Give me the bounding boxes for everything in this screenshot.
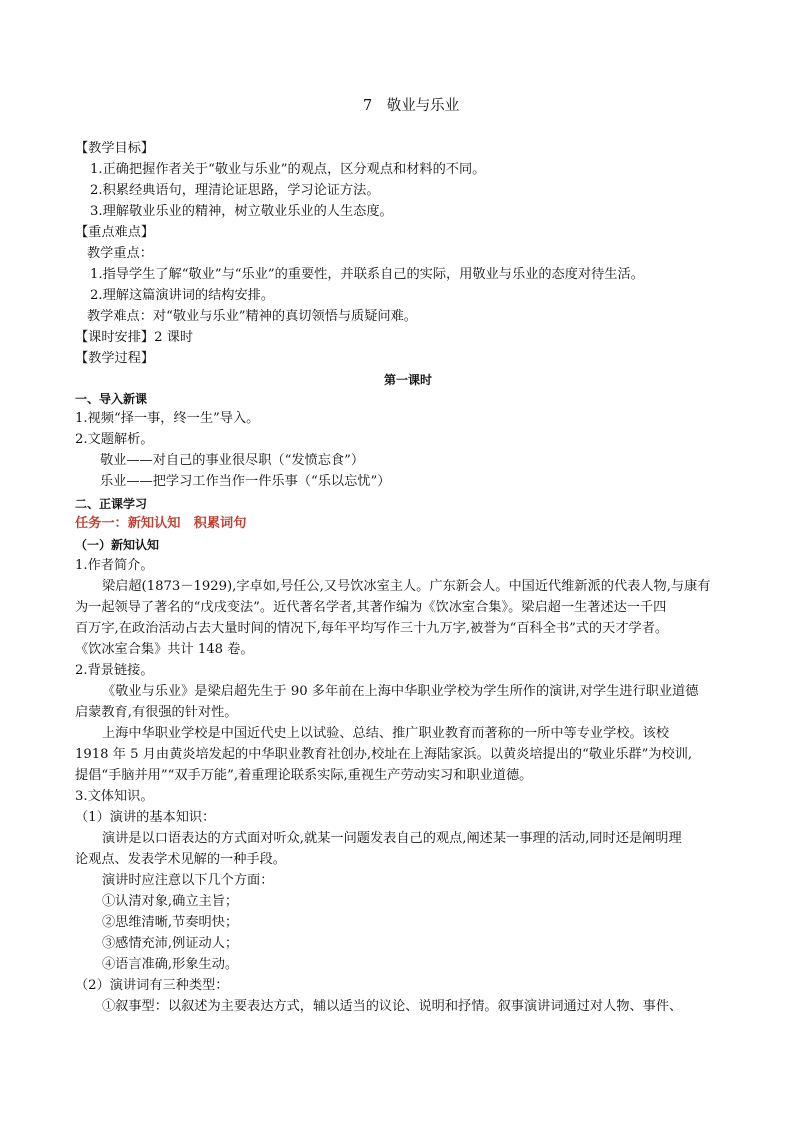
paragraph: 1.视频“择一事，终一生”导入。 bbox=[75, 411, 260, 426]
list-item: ④语言准确,形象生动。 bbox=[102, 957, 239, 972]
paragraph: 演讲时应注意以下几个方面： bbox=[102, 873, 274, 888]
lesson-heading: 第一课时 bbox=[384, 373, 433, 387]
difficult-point: 教学难点：对“敬业与乐业”精神的真切领悟与质疑问难。 bbox=[87, 309, 417, 324]
section-heading-goals: 【教学目标】 bbox=[75, 141, 155, 156]
paragraph: 2.文题解析。 bbox=[75, 432, 154, 447]
paragraph: 为一起领导了著名的“戊戌变法”。近代著名学者,其著作编为《饮冰室合集》。梁启超一生著述达一千四 bbox=[75, 600, 667, 615]
goal-item: 1.正确把握作者关于“敬业与乐业”的观点，区分观点和材料的不同。 bbox=[90, 162, 486, 177]
paragraph: （1）演讲的基本知识： bbox=[75, 810, 216, 825]
section-heading-key: 【重点难点】 bbox=[75, 225, 155, 240]
paragraph: 梁启超(1873－1929),字卓如,号任公,又号饮冰室主人。广东新会人。中国近代维新派的代表人物,与康有 bbox=[102, 579, 711, 594]
document-title: 7 敬业与乐业 bbox=[363, 98, 460, 114]
section-heading-schedule: 【课时安排】2 课时 bbox=[75, 330, 194, 345]
paragraph: ①叙事型：以叙述为主要表达方式，辅以适当的议论、说明和抒情。叙事演讲词通过对人物、事件、 bbox=[102, 999, 683, 1014]
list-item: ③感情充沛,例证动人； bbox=[102, 936, 239, 951]
list-item: ①认清对象,确立主旨； bbox=[102, 894, 239, 909]
part-heading: 二、正课学习 bbox=[75, 497, 148, 511]
goal-item: 2.积累经典语句，理清论证思路，学习论证方法。 bbox=[90, 183, 380, 198]
sub-heading: （一）新知认知 bbox=[75, 538, 160, 552]
paragraph: 1.作者简介。 bbox=[75, 558, 154, 573]
paragraph: 提倡“手脑并用”“双手万能”,着重理论联系实际,重视生产劳动实习和职业道德。 bbox=[75, 768, 533, 783]
section-heading-process: 【教学过程】 bbox=[75, 351, 155, 366]
key-item: 1.指导学生了解“敬业”与“乐业”的重要性，并联系自己的实际，用敬业与乐业的态度对待生活。 bbox=[90, 267, 644, 282]
paragraph: 3.文体知识。 bbox=[75, 789, 154, 804]
goal-item: 3.理解敬业乐业的精神，树立敬业乐业的人生态度。 bbox=[90, 204, 393, 219]
paragraph: 演讲是以口语表达的方式面对听众,就某一问题发表自己的观点,阐述某一事理的活动,同时还是阐明理 bbox=[102, 831, 682, 846]
key-item: 2.理解这篇演讲词的结构安排。 bbox=[90, 288, 275, 303]
paragraph: 1918 年 5 月由黄炎培发起的中华职业教育社创办,校址在上海陆家浜。以黄炎培提出的“敬业乐群”为校训, bbox=[75, 747, 693, 762]
paragraph: 上海中华职业学校是中国近代史上以试验、总结、推广职业教育而著称的一所中等专业学校。该校 bbox=[102, 726, 670, 741]
list-item: ②思维清晰,节奏明快； bbox=[102, 915, 239, 930]
paragraph: 乐业——把学习工作当作一件乐事（“乐以忘忧”） bbox=[100, 474, 391, 489]
paragraph: 《敬业与乐业》是梁启超先生于 90 多年前在上海中华职业学校为学生所作的演讲,对学生进行职业道德 bbox=[102, 684, 699, 699]
part-heading: 一、导入新课 bbox=[75, 392, 148, 406]
task-heading: 任务一：新知认知 积累词句 bbox=[75, 516, 247, 531]
paragraph: 《饮冰室合集》共计 148 卷。 bbox=[75, 642, 254, 657]
paragraph: 敬业——对自己的事业很尽职（“发愤忘食”） bbox=[100, 453, 365, 468]
paragraph: （2）演讲词有三种类型： bbox=[75, 978, 229, 993]
paragraph: 百万字,在政治活动占去大量时间的情况下,每年平均写作三十九万字,被誉为“百科全书”式的天才学者。 bbox=[75, 621, 669, 636]
paragraph: 论观点、发表学术见解的一种手段。 bbox=[75, 852, 286, 867]
paragraph: 启蒙教育,有很强的针对性。 bbox=[75, 705, 238, 720]
key-heading: 教学重点： bbox=[87, 246, 153, 261]
paragraph: 2.背景链接。 bbox=[75, 663, 154, 678]
